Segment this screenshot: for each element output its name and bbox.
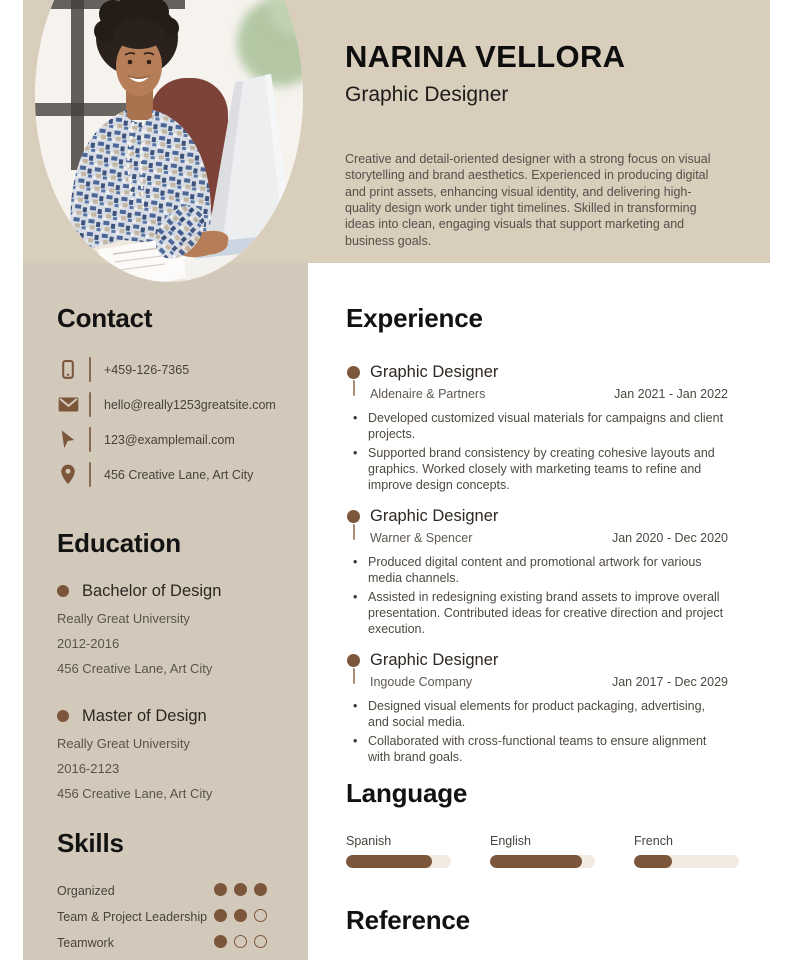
- experience-bullet: • Designed visual elements for product packaging, advertising, and social media.: [352, 698, 726, 730]
- experience-bullet: • Developed customized visual materials for campaigns and client projects.: [352, 410, 726, 442]
- skill-label: Teamwork: [57, 935, 114, 950]
- education-years: 2016-2123: [57, 760, 120, 776]
- divider: [89, 392, 91, 417]
- name-heading: NARINA VELLORA: [345, 39, 626, 74]
- phone-icon: [57, 358, 79, 382]
- skills-section: [57, 829, 267, 960]
- skill-dot-filled: [254, 883, 267, 896]
- skill-label: Team & Project Leadership: [57, 909, 208, 924]
- job-dates: Jan 2021 - Jan 2022: [614, 386, 728, 401]
- divider: [89, 462, 91, 487]
- contact-heading: Contact: [57, 303, 153, 333]
- education-item-header: [57, 582, 302, 601]
- language-bars: [346, 834, 750, 868]
- language-label: French: [634, 833, 673, 848]
- reference-heading: Reference: [346, 905, 470, 935]
- skill-dot-filled: [234, 883, 247, 896]
- language-bar-fill: [346, 855, 432, 868]
- language-item: [490, 834, 595, 868]
- skill-dot-filled: [234, 909, 247, 922]
- bullet-dot-icon: [57, 710, 69, 722]
- experience-bullet: • Assisted in redesigning existing brand assets to improve overall presentation. Contributed ideas for creative direction and project execution.: [352, 589, 726, 637]
- language-item: [634, 834, 739, 868]
- job-title: Graphic Designer: [370, 650, 499, 669]
- degree-name: Master of Design: [82, 706, 207, 725]
- company-name: Ingoude Company: [370, 674, 473, 689]
- skill-dot-filled: [214, 935, 227, 948]
- school-name: Really Great University: [57, 610, 190, 626]
- skill-dot-empty: [234, 935, 247, 948]
- language-label: English: [490, 833, 531, 848]
- pin-bullet-icon: [347, 510, 360, 541]
- education-address: 456 Creative Lane, Art City: [57, 660, 213, 676]
- education-address: 456 Creative Lane, Art City: [57, 785, 213, 801]
- language-heading: Language: [346, 778, 468, 808]
- contact-item: [57, 425, 302, 455]
- job-title: Graphic Designer: [370, 506, 499, 525]
- experience-job: [346, 651, 740, 765]
- education-item: [57, 582, 302, 676]
- experience-heading: Experience: [346, 303, 483, 333]
- education-item-header: [57, 707, 302, 726]
- language-bar-track: [346, 855, 451, 868]
- school-name: Really Great University: [57, 735, 190, 751]
- job-dates: Jan 2017 - Dec 2029: [611, 674, 728, 689]
- language-label: Spanish: [346, 833, 392, 848]
- divider: [89, 427, 91, 452]
- skill-row: [57, 908, 267, 925]
- experience-bullet: • Supported brand consistency by creating cohesive layouts and graphics. Worked closely with marketing teams to refine and improve design concepts.: [352, 445, 726, 493]
- pin-bullet-icon: [347, 366, 360, 397]
- contact-item: [57, 460, 302, 490]
- job-bullets: [352, 698, 728, 765]
- skill-row: [57, 882, 267, 899]
- bullet-dot-icon: [57, 585, 69, 597]
- skill-level-dots: [214, 908, 267, 922]
- education-heading: Education: [57, 528, 181, 558]
- experience-section: [346, 304, 740, 768]
- contact-email: hello@really1253greatsite.com: [104, 397, 276, 412]
- profile-summary: Creative and detail-oriented designer with a strong focus on visual storytelling and brand aesthetics. Experienced in producing digital and print assets, enhancing visual identity, and delivering high-quality design work under tight timelines. Skilled in transforming ideas into clean, engaging visuals that support marketing and business goals.: [345, 152, 711, 248]
- job-meta: [370, 531, 740, 545]
- contact-item: [57, 390, 302, 420]
- degree-name: Bachelor of Design: [82, 581, 222, 600]
- experience-bullet: • Collaborated with cross-functional teams to ensure alignment with brand goals.: [352, 733, 726, 765]
- mail-icon: [57, 393, 79, 417]
- skill-dot-filled: [214, 909, 227, 922]
- job-bullets: [352, 554, 728, 637]
- location-pin-icon: [57, 463, 79, 487]
- job-dates: Jan 2020 - Dec 2020: [611, 530, 728, 545]
- contact-item: [57, 355, 302, 385]
- skill-level-dots: [214, 934, 267, 948]
- education-item: [57, 707, 302, 801]
- skills-heading: Skills: [57, 828, 124, 858]
- language-item: [346, 834, 451, 868]
- job-title: Graphic Designer: [370, 362, 499, 381]
- experience-bullet: • Produced digital content and promotional artwork for various media channels.: [352, 554, 726, 586]
- company-name: Aldenaire & Partners: [370, 386, 486, 401]
- job-meta: [370, 387, 740, 401]
- language-section: [346, 779, 750, 868]
- education-section: [57, 529, 302, 801]
- language-bar-track: [634, 855, 739, 868]
- contact-section: [57, 304, 302, 495]
- skill-level-dots: [214, 882, 267, 896]
- pin-bullet-icon: [347, 654, 360, 685]
- contact-phone: +459-126-7365: [104, 362, 190, 377]
- job-bullets: [352, 410, 728, 493]
- language-bar-fill: [490, 855, 582, 868]
- education-years: 2012-2016: [57, 635, 120, 651]
- divider: [89, 357, 91, 382]
- contact-email-alt: 123@examplemail.com: [104, 432, 235, 447]
- company-name: Warner & Spencer: [370, 530, 473, 545]
- skill-label: Organized: [57, 883, 115, 898]
- contact-address: 456 Creative Lane, Art City: [104, 467, 254, 482]
- language-bar-fill: [634, 855, 672, 868]
- language-bar-track: [490, 855, 595, 868]
- header: [345, 40, 745, 249]
- skill-dot-filled: [214, 883, 227, 896]
- skills-list: [57, 882, 267, 951]
- experience-job: [346, 363, 740, 493]
- skill-row: [57, 934, 267, 951]
- contact-list: [57, 355, 302, 490]
- job-title: Graphic Designer: [345, 83, 509, 107]
- experience-job: [346, 507, 740, 637]
- job-meta: [370, 675, 740, 689]
- cursor-icon: [57, 428, 79, 452]
- skill-dot-empty: [254, 935, 267, 948]
- skill-dot-empty: [254, 909, 267, 922]
- reference-section: [346, 906, 740, 935]
